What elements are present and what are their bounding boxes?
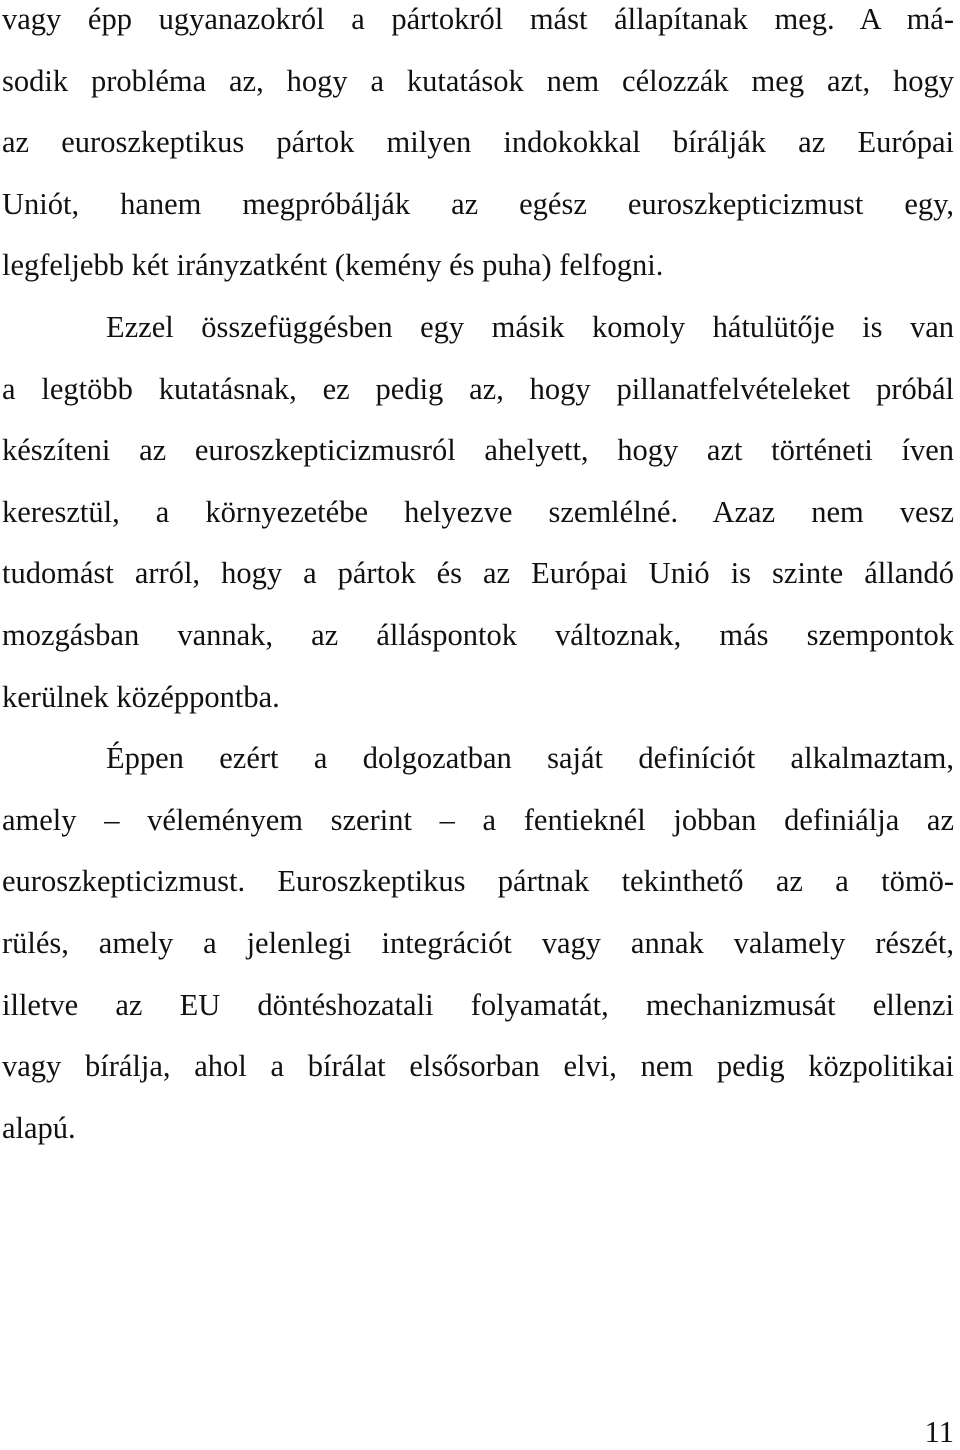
text-line: vagy épp ugyanazokról a pártokról mást állapítanak meg. A má- <box>2 2 954 36</box>
text-line: amely – véleményem szerint – a fentieknél jobban definiálja az <box>2 802 954 837</box>
paragraph-3 <box>2 728 954 1159</box>
text-line: vagy bírálja, ahol a bírálat elsősorban elvi, nem pedig közpolitikai <box>2 1049 954 1084</box>
text-line: tudomást arról, hogy a pártok és az Európai Unió is szinte állandó <box>2 556 954 591</box>
text-line: Éppen ezért a dolgozatban saját definíciót alkalmaztam, <box>106 741 954 776</box>
text-line: legfeljebb két irányzatként (kemény és puha) felfogni. <box>2 248 664 283</box>
text-line: euroszkepticizmust. Euroszkeptikus pártnak tekinthető az a tömö- <box>2 864 954 899</box>
text-line: illetve az EU döntéshozatali folyamatát, mechanizmusát ellenzi <box>2 987 954 1022</box>
paragraph-2 <box>2 297 954 728</box>
text-line: a legtöbb kutatásnak, ez pedig az, hogy pillanatfelvételeket próbál <box>2 371 954 406</box>
text-line: kerülnek középpontba. <box>2 679 280 714</box>
text-line: keresztül, a környezetébe helyezve szemlélné. Azaz nem vesz <box>2 494 954 529</box>
text-line: az euroszkeptikus pártok milyen indokokkal bírálják az Európai <box>2 125 954 160</box>
page-number: 11 <box>924 1415 954 1449</box>
text-line: rülés, amely a jelenlegi integrációt vagy annak valamely részét, <box>2 925 954 960</box>
text-line: alapú. <box>2 1110 76 1145</box>
document-page <box>2 0 954 1159</box>
text-line: Ezzel összefüggésben egy másik komoly hátulütője is van <box>106 309 954 344</box>
text-line: sodik probléma az, hogy a kutatások nem célozzák meg azt, hogy <box>2 63 954 98</box>
text-line: mozgásban vannak, az álláspontok változnak, más szempontok <box>2 617 954 652</box>
paragraph-1 <box>2 0 954 297</box>
text-line: Uniót, hanem megpróbálják az egész euroszkepticizmust egy, <box>2 186 954 221</box>
text-line: készíteni az euroszkepticizmusról ahelyett, hogy azt történeti íven <box>2 433 954 468</box>
